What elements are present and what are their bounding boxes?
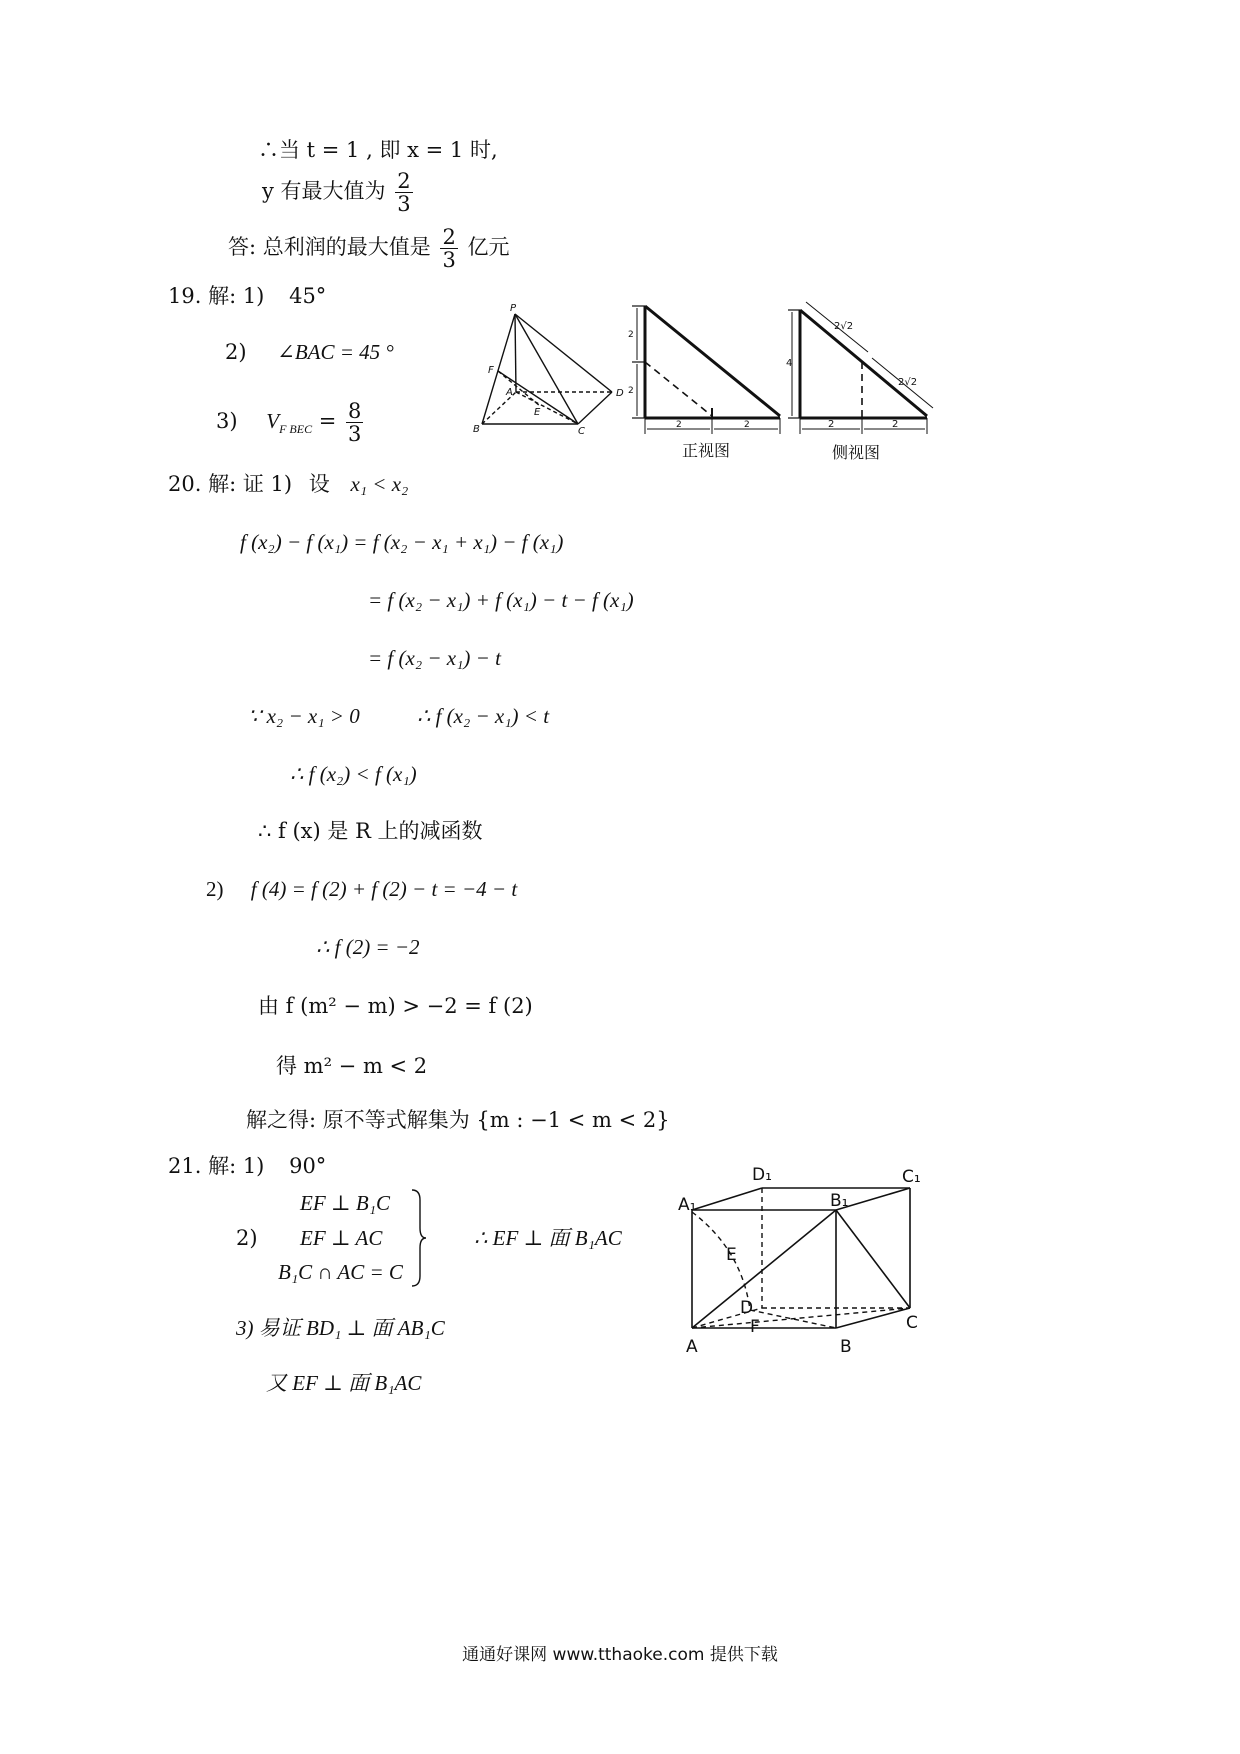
q20-part2-no: 2) xyxy=(206,877,224,901)
q20-thus1-text: ∴ f (x₂ − x₁) < t xyxy=(416,704,550,728)
q20-conclusion: ∴ f (x) 是 R 上的减函数 xyxy=(258,819,483,843)
page-footer: 通通好课网 www.tthaoke.com 提供下载 xyxy=(462,1645,778,1665)
pyramid-label-e: E xyxy=(534,407,541,418)
pyramid-label-p: P xyxy=(510,303,517,314)
q18-line2-prefix: y 有最大值为 xyxy=(262,179,386,204)
q21-label: 21. 解: 1) xyxy=(168,1154,265,1178)
q19-part3-den: 3 xyxy=(348,422,362,447)
q21-row-b: EF ⊥ AC xyxy=(300,1226,383,1250)
q20-eq2: = f (x₂ − x₁) + f (x₁) − t − f (x₁) xyxy=(368,588,634,612)
q20-part2 xyxy=(206,879,517,900)
front-dim-4: 2 xyxy=(744,420,750,430)
q21-part1: 90° xyxy=(289,1154,327,1178)
q21-cube-figure xyxy=(670,1160,940,1360)
side-dim-lower: 2√2 xyxy=(898,377,918,388)
q18-answer xyxy=(228,226,510,271)
pyramid-label-b: B xyxy=(473,424,480,435)
q20-since-text: ∵ x₂ − x₁ > 0 xyxy=(248,704,360,728)
q20-part2-solution: 解之得: 原不等式解集为 {m : −1 < m < 2} xyxy=(246,1108,670,1132)
q18-max-fraction xyxy=(395,170,412,215)
side-dim-base-1: 2 xyxy=(828,419,835,430)
front-dim-1: 2 xyxy=(628,330,634,340)
cube-label-c: C xyxy=(906,1313,918,1333)
side-view-diagram xyxy=(788,302,933,434)
q21-brace xyxy=(410,1188,428,1288)
q19-part2-eq: ∠BAC = 45 ° xyxy=(277,340,394,364)
pyramid-label-f: F xyxy=(488,365,494,376)
front-view-diagram xyxy=(632,306,780,434)
q19-header xyxy=(168,286,326,307)
q20-part2-by: 由 f (m² − m) > −2 = f (2) xyxy=(258,994,533,1018)
q20-label: 20. 解: 证 1) xyxy=(168,472,293,496)
q20-part2-get: 得 m² − m < 2 xyxy=(276,1054,428,1078)
q21-part3: 3) 易证 BD₁ ⊥ 面 AB₁C xyxy=(236,1316,445,1340)
q19-part3-sub: F BEC xyxy=(279,422,313,437)
q19-label: 19. 解: 1) xyxy=(168,284,265,308)
q21-part3b: 又 EF ⊥ 面 B₁AC xyxy=(266,1371,422,1395)
q18-answer-fraction xyxy=(440,226,457,271)
q18-answer-den: 3 xyxy=(442,248,456,273)
q19-figure xyxy=(470,296,950,466)
q18-answer-num: 2 xyxy=(442,225,456,249)
side-dim-base-2: 2 xyxy=(892,419,899,430)
q20-header xyxy=(168,474,408,495)
side-dim-upper: 2√2 xyxy=(834,321,854,332)
cube-label-d1: D₁ xyxy=(752,1165,772,1185)
q18-answer-prefix: 答: 总利润的最大值是 xyxy=(228,235,431,260)
q20-thus2: ∴ f (x₂) < f (x₁) xyxy=(290,762,417,786)
pyramid-diagram xyxy=(482,314,612,424)
q19-part3-fraction xyxy=(346,400,363,445)
q19-part2-no: 2) xyxy=(225,340,247,364)
q19-part3-num: 8 xyxy=(348,399,362,423)
front-dim-2: 2 xyxy=(628,386,634,396)
q19-part1: 45° xyxy=(289,284,327,308)
cube-label-f: F xyxy=(750,1317,760,1337)
q19-part3: 3) $V_{F BEC}$ = $\frac{8}{3}$ xyxy=(216,399,362,447)
q21-row-c: B₁C ∩ AC = C xyxy=(278,1260,403,1284)
cube-label-a: A xyxy=(686,1337,698,1357)
q19-part3-lhs: V xyxy=(266,409,280,434)
q20-part2-eq: f (4) = f (2) + f (2) − t = −4 − t xyxy=(250,877,518,901)
q18-line1: ∴当 t = 1 , 即 x = 1 时, xyxy=(258,138,498,162)
q21-part2-conclusion: ∴ EF ⊥ 面 B₁AC xyxy=(474,1226,622,1250)
q21-row-a: EF ⊥ B₁C xyxy=(300,1191,391,1215)
pyramid-label-d: D xyxy=(616,388,624,399)
q20-cond: x₁ < x₂ xyxy=(350,472,409,496)
q20-since xyxy=(248,706,549,727)
q21-header xyxy=(168,1156,326,1177)
cube-label-a1: A₁ xyxy=(678,1195,697,1215)
cube-label-e: E xyxy=(726,1245,737,1265)
cube-label-c1: C₁ xyxy=(902,1167,921,1187)
q20-eq3: = f (x₂ − x₁) − t xyxy=(368,646,501,670)
q19-part3-no: 3) xyxy=(216,409,238,434)
q18-answer-suffix: 亿元 xyxy=(467,235,510,260)
pyramid-label-a: A xyxy=(506,387,513,398)
q19-part2 xyxy=(225,342,394,363)
q20-set: 设 xyxy=(308,472,330,496)
q20-eq1: f (x₂) − f (x₁) = f (x₂ − x₁ + x₁) − f (x₁) xyxy=(240,530,564,554)
q18-frac-den: 3 xyxy=(397,192,411,217)
front-view-caption: 正视图 xyxy=(682,441,731,460)
pyramid-label-c: C xyxy=(578,426,585,437)
q21-part2-no: 2) xyxy=(236,1226,258,1250)
side-dim-height: 4 xyxy=(786,358,793,369)
q18-line2 xyxy=(262,170,416,215)
side-view-caption: 侧视图 xyxy=(832,443,881,462)
q20-part2-thus: ∴ f (2) = −2 xyxy=(316,935,420,959)
cube-label-d: D xyxy=(740,1298,754,1318)
front-dim-3: 2 xyxy=(676,420,682,430)
cube-label-b: B xyxy=(840,1337,852,1357)
cube-label-b1: B₁ xyxy=(830,1191,849,1211)
q18-frac-num: 2 xyxy=(397,169,411,193)
